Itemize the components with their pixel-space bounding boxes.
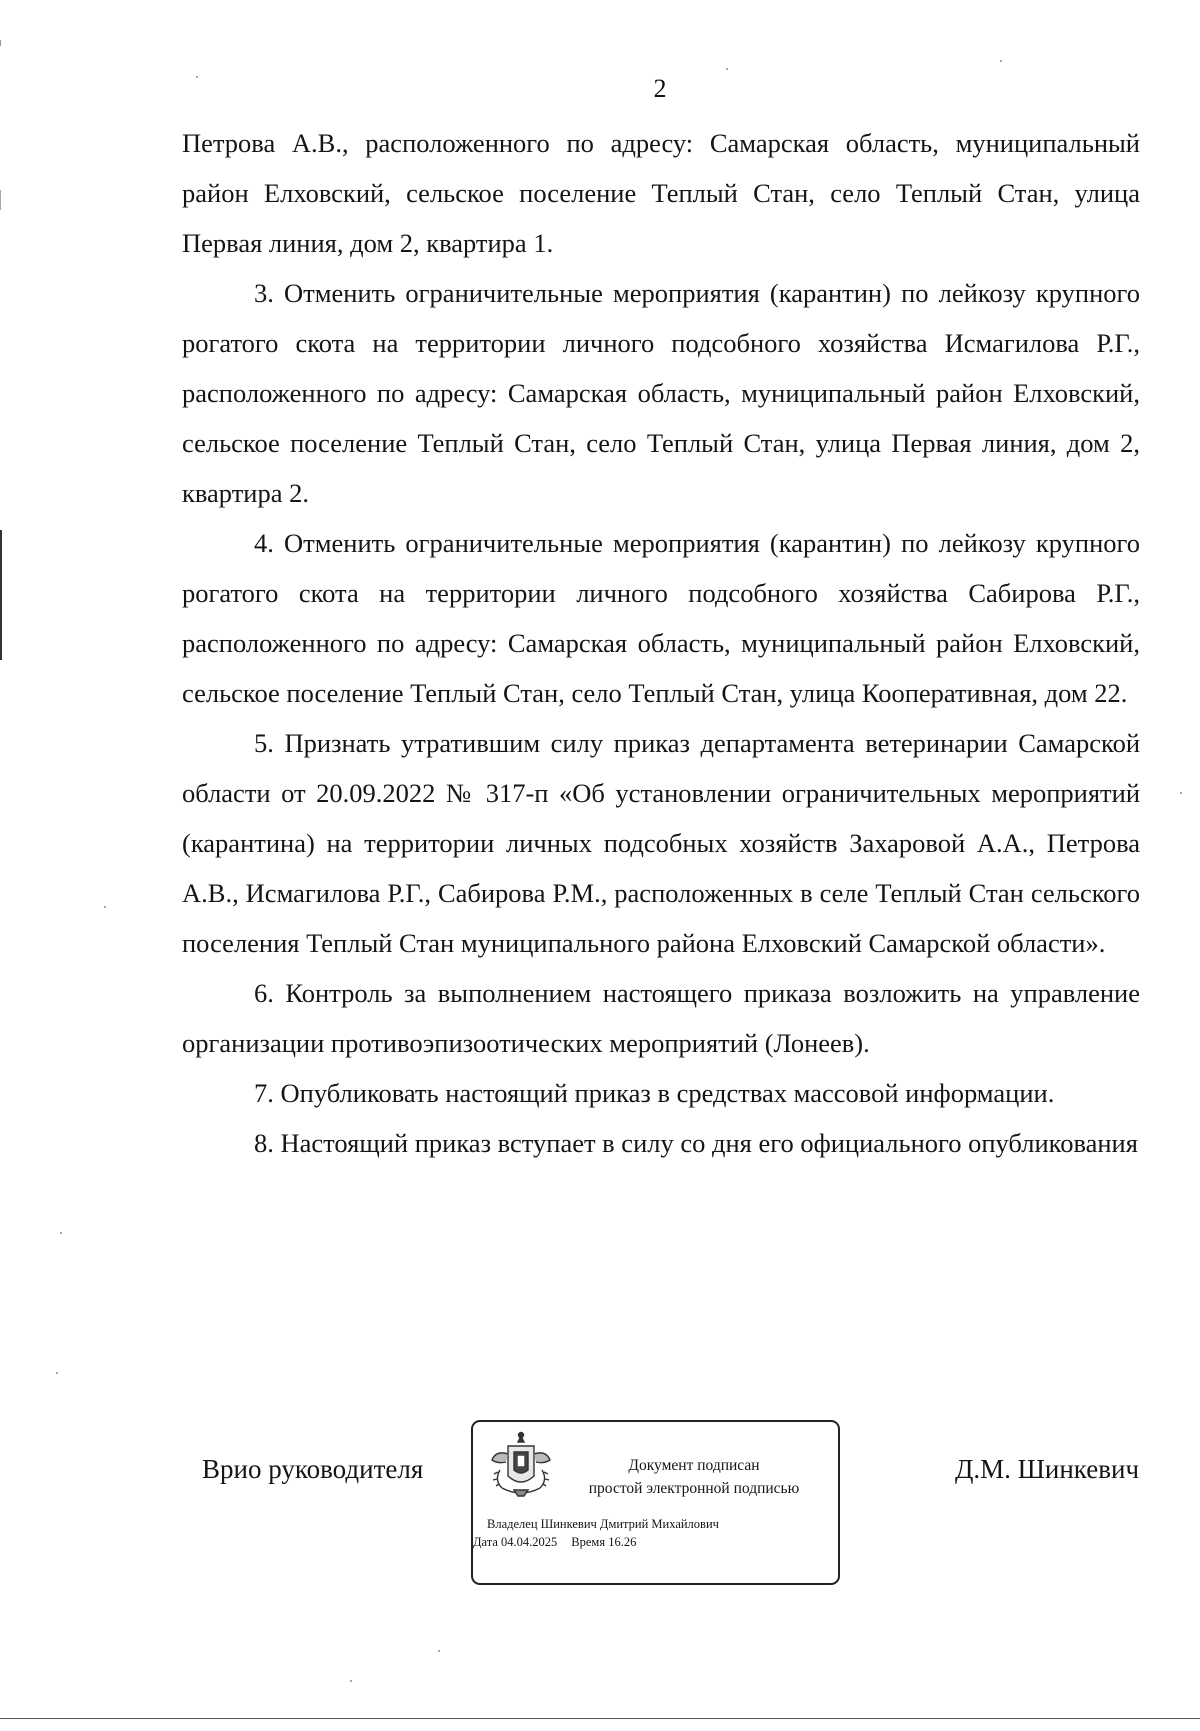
stamp-title-line-1: Документ подписан	[628, 1457, 760, 1474]
coat-of-arms-icon	[488, 1430, 554, 1500]
stamp-time: Время 16.26	[571, 1535, 637, 1549]
scan-speck	[1180, 792, 1182, 794]
scan-speck	[196, 76, 198, 78]
scan-edge-bottom	[0, 1718, 1200, 1719]
scan-speck	[1000, 60, 1002, 62]
signer-position: Врио руководителя	[202, 1454, 424, 1484]
signer-name: Д.М. Шинкевич	[955, 1454, 1140, 1484]
stamp-title-line-2: простой электронной подписью	[588, 1480, 800, 1497]
scan-speck	[350, 1680, 352, 1682]
document-body	[182, 118, 1140, 1168]
scan-edge-mark	[0, 40, 1, 46]
electronic-signature-stamp	[471, 1420, 840, 1585]
stamp-date: Дата 04.04.2025	[473, 1535, 558, 1549]
paragraph-item-3: 3. Отменить ограничительные мероприятия (карантин) по лейкозу крупного рогатого скота на территории личного подсобного хозяйства Исмагилова Р.Г., расположенного по адресу: Самарская область, муниципальный район Елховский, сельское поселение Теплый Стан, село Теплый Стан, улица Первая линия, дом 2, квартира 2.	[182, 278, 1140, 508]
scan-speck	[60, 1232, 62, 1234]
stamp-owner: Владелец Шинкевич Дмитрий Михайлович	[487, 1517, 719, 1531]
paragraph-item-5: 5. Признать утратившим силу приказ департамента ветеринарии Самарской области от 20.09.2022 № 317-п «Об установлении ограничительных мероприятий (карантина) на территории личных подсобных хозяйств Захаровой А.А., Петрова А.В., Исмагилова Р.Г., Сабирова Р.М., расположенных в селе Теплый Стан сельского поселения Теплый Стан муниципального района Елховский Самарской области».	[182, 728, 1140, 958]
scan-edge-mark	[0, 530, 2, 660]
paragraph-item-6: 6. Контроль за выполнением настоящего приказа возложить на управление организации противоэпизоотических мероприятий (Лонеев).	[182, 978, 1140, 1058]
scan-edge-mark	[0, 190, 1, 210]
paragraph-item-7: 7. Опубликовать настоящий приказ в средствах массовой информации.	[254, 1078, 1055, 1108]
scan-speck	[726, 68, 728, 70]
scan-speck	[56, 1372, 58, 1374]
paragraph-continuation: Петрова А.В., расположенного по адресу: Самарская область, муниципальный район Елховский, сельское поселение Теплый Стан, село Теплый Стан, улица Первая линия, дом 2, квартира 1.	[182, 128, 1140, 258]
signature-block	[0, 1418, 1200, 1588]
scan-speck	[438, 1650, 440, 1652]
stamp-datetime	[473, 1536, 636, 1549]
paragraph-item-8: 8. Настоящий приказ вступает в силу со дня его официального опубликования	[254, 1128, 1138, 1158]
scan-speck	[104, 906, 106, 908]
paragraph-item-4: 4. Отменить ограничительные мероприятия (карантин) по лейкозу крупного рогатого скота на территории личного подсобного хозяйства Сабирова Р.Г., расположенного по адресу: Самарская область, муниципальный район Елховский, сельское поселение Теплый Стан, село Теплый Стан, улица Кооперативная, дом 22.	[182, 528, 1140, 708]
stamp-title	[559, 1454, 829, 1500]
page-number: 2	[653, 74, 667, 103]
